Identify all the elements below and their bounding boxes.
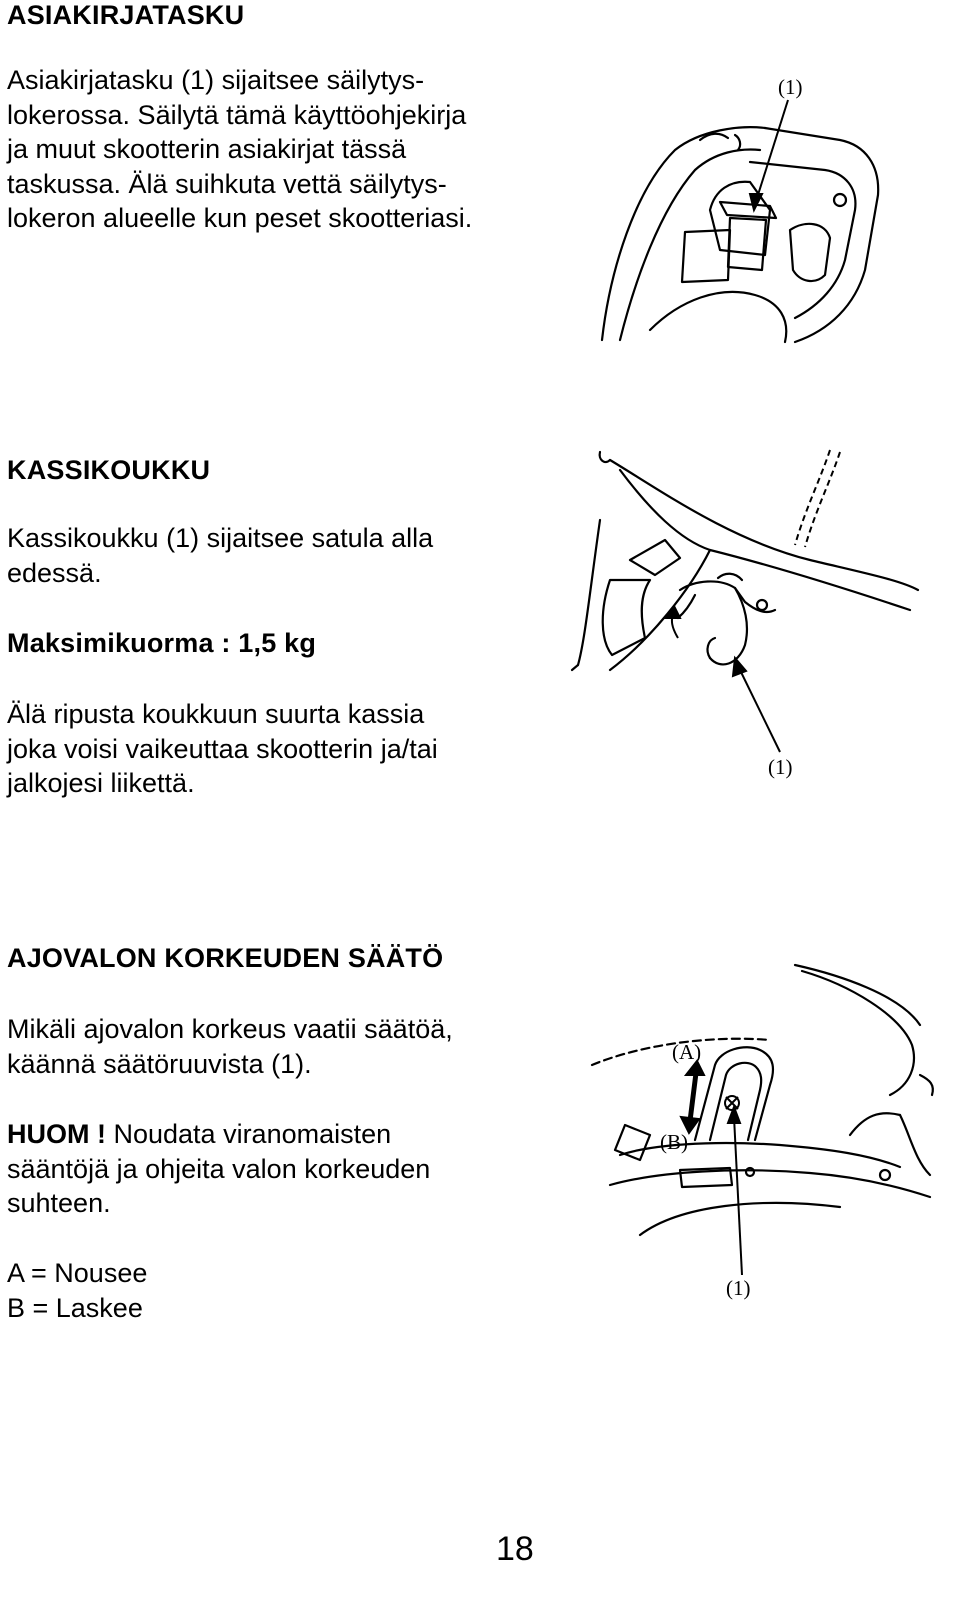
figure-label-1: (1) <box>726 1276 751 1300</box>
text-line: lokeron alueelle kun peset skootteriasi. <box>7 203 473 233</box>
text-line: jalkojesi liikettä. <box>7 768 195 798</box>
document-pocket-text <box>7 63 472 236</box>
bag-hook-warning <box>7 697 438 801</box>
note-first-line <box>7 1117 430 1152</box>
section-heading-bag-hook: KASSIKOUKKU <box>7 455 211 485</box>
headlight-adjust-illustration <box>580 935 940 1330</box>
storage-compartment-illustration <box>590 70 910 350</box>
section-heading-document-pocket: ASIAKIRJATASKU <box>7 0 245 30</box>
figure-label-b: (B) <box>660 1130 688 1154</box>
bag-hook-illustration <box>570 440 930 800</box>
headlight-adjust-text <box>7 1012 453 1081</box>
legend-item-b: B = Laskee <box>7 1292 143 1323</box>
text-line: Mikäli ajovalon korkeus vaatii säätöä, <box>7 1014 453 1044</box>
text-line: Noudata viranomaisten <box>105 1119 392 1149</box>
text-line: suhteen. <box>7 1188 111 1218</box>
text-line: sääntöjä ja ohjeita valon korkeuden <box>7 1153 431 1184</box>
direction-legend <box>7 1256 147 1325</box>
page-number: 18 <box>496 1530 534 1568</box>
section-heading-headlight-adjust: AJOVALON KORKEUDEN SÄÄTÖ <box>7 943 444 973</box>
figure-label-1: (1) <box>778 75 803 99</box>
figure-label-1: (1) <box>768 755 793 779</box>
figure-label-a: (A) <box>672 1040 702 1064</box>
text-line: taskussa. Älä suihkuta vettä säilytys- <box>7 168 447 199</box>
bag-hook-text <box>7 521 433 590</box>
text-line: Älä ripusta koukkuun suurta kassia <box>7 699 425 729</box>
text-line: Asiakirjatasku (1) sijaitsee säilytys- <box>7 65 425 95</box>
text-line: Kassikoukku (1) sijaitsee satula alla <box>7 523 434 553</box>
headlight-note <box>7 1117 430 1221</box>
max-load-text: Maksimikuorma : 1,5 kg <box>7 628 317 658</box>
text-line: ja muut skootterin asiakirjat tässä <box>7 134 407 164</box>
note-bold-label: HUOM ! <box>7 1119 106 1149</box>
text-line: edessä. <box>7 557 102 588</box>
legend-item-a: A = Nousee <box>7 1258 148 1288</box>
text-line: lokerossa. Säilytä tämä käyttöohjekirja <box>7 99 467 130</box>
text-line: käännä säätöruuvista (1). <box>7 1048 312 1079</box>
text-line: joka voisi vaikeuttaa skootterin ja/tai <box>7 733 438 764</box>
